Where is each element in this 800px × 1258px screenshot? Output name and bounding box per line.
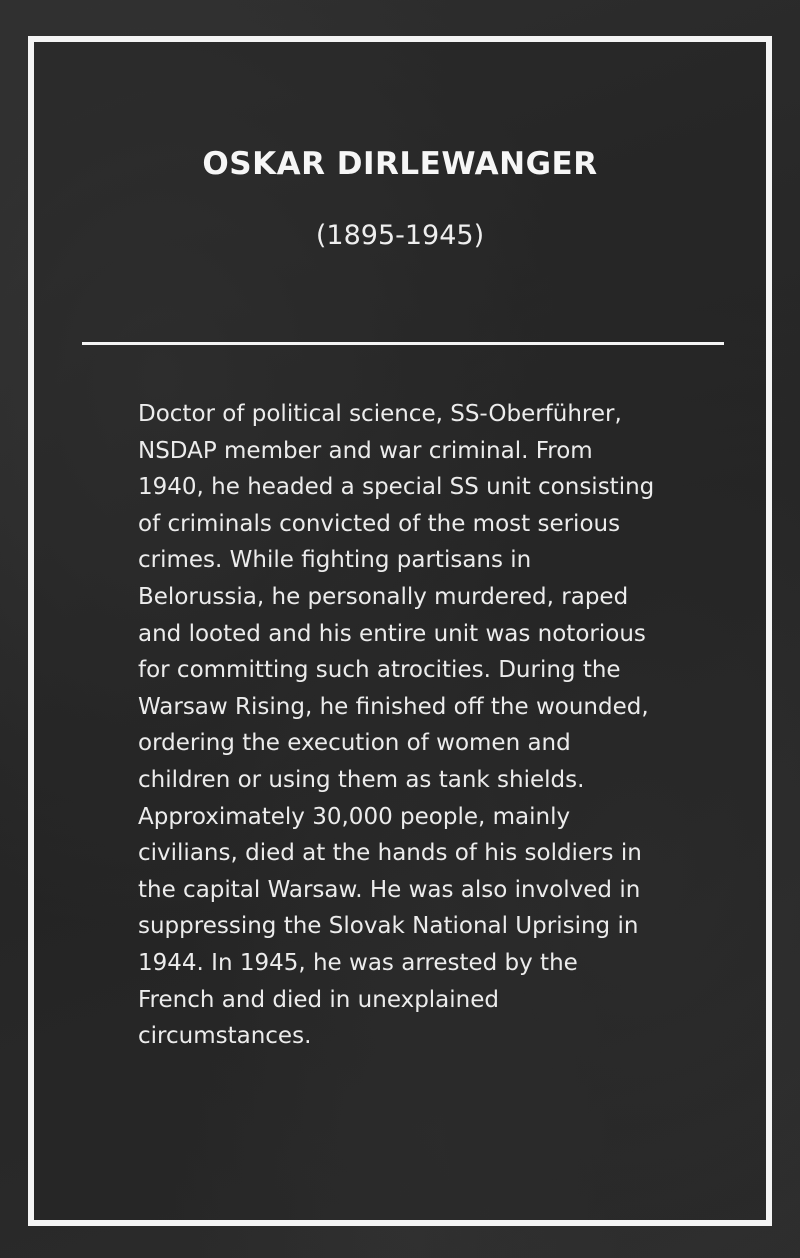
life-dates: (1895-1945) xyxy=(315,220,485,251)
info-panel xyxy=(28,36,772,1226)
divider xyxy=(82,342,724,345)
biography-text: Doctor of political science, SS-Oberführer, NSDAP member and war criminal. From 1940, he headed a special SS unit consisting of criminals convicted of the most serious crimes. While fighting partisans in Belorussia, he personally murdered, raped and looted and his entire unit was notorious for committing such atrocities. During the Warsaw Rising, he finished off the wounded, ordering the execution of women and children or using them as tank shields. Approximately 30,000 people, mainly civilians, died at the hands of his soldiers in the capital Warsaw. He was also involved in suppressing the Slovak National Uprising in 1944. In 1945, he was arrested by the French and died in unexplained circumstances. xyxy=(138,401,655,1050)
person-name: OSKAR DIRLEWANGER xyxy=(202,146,598,182)
